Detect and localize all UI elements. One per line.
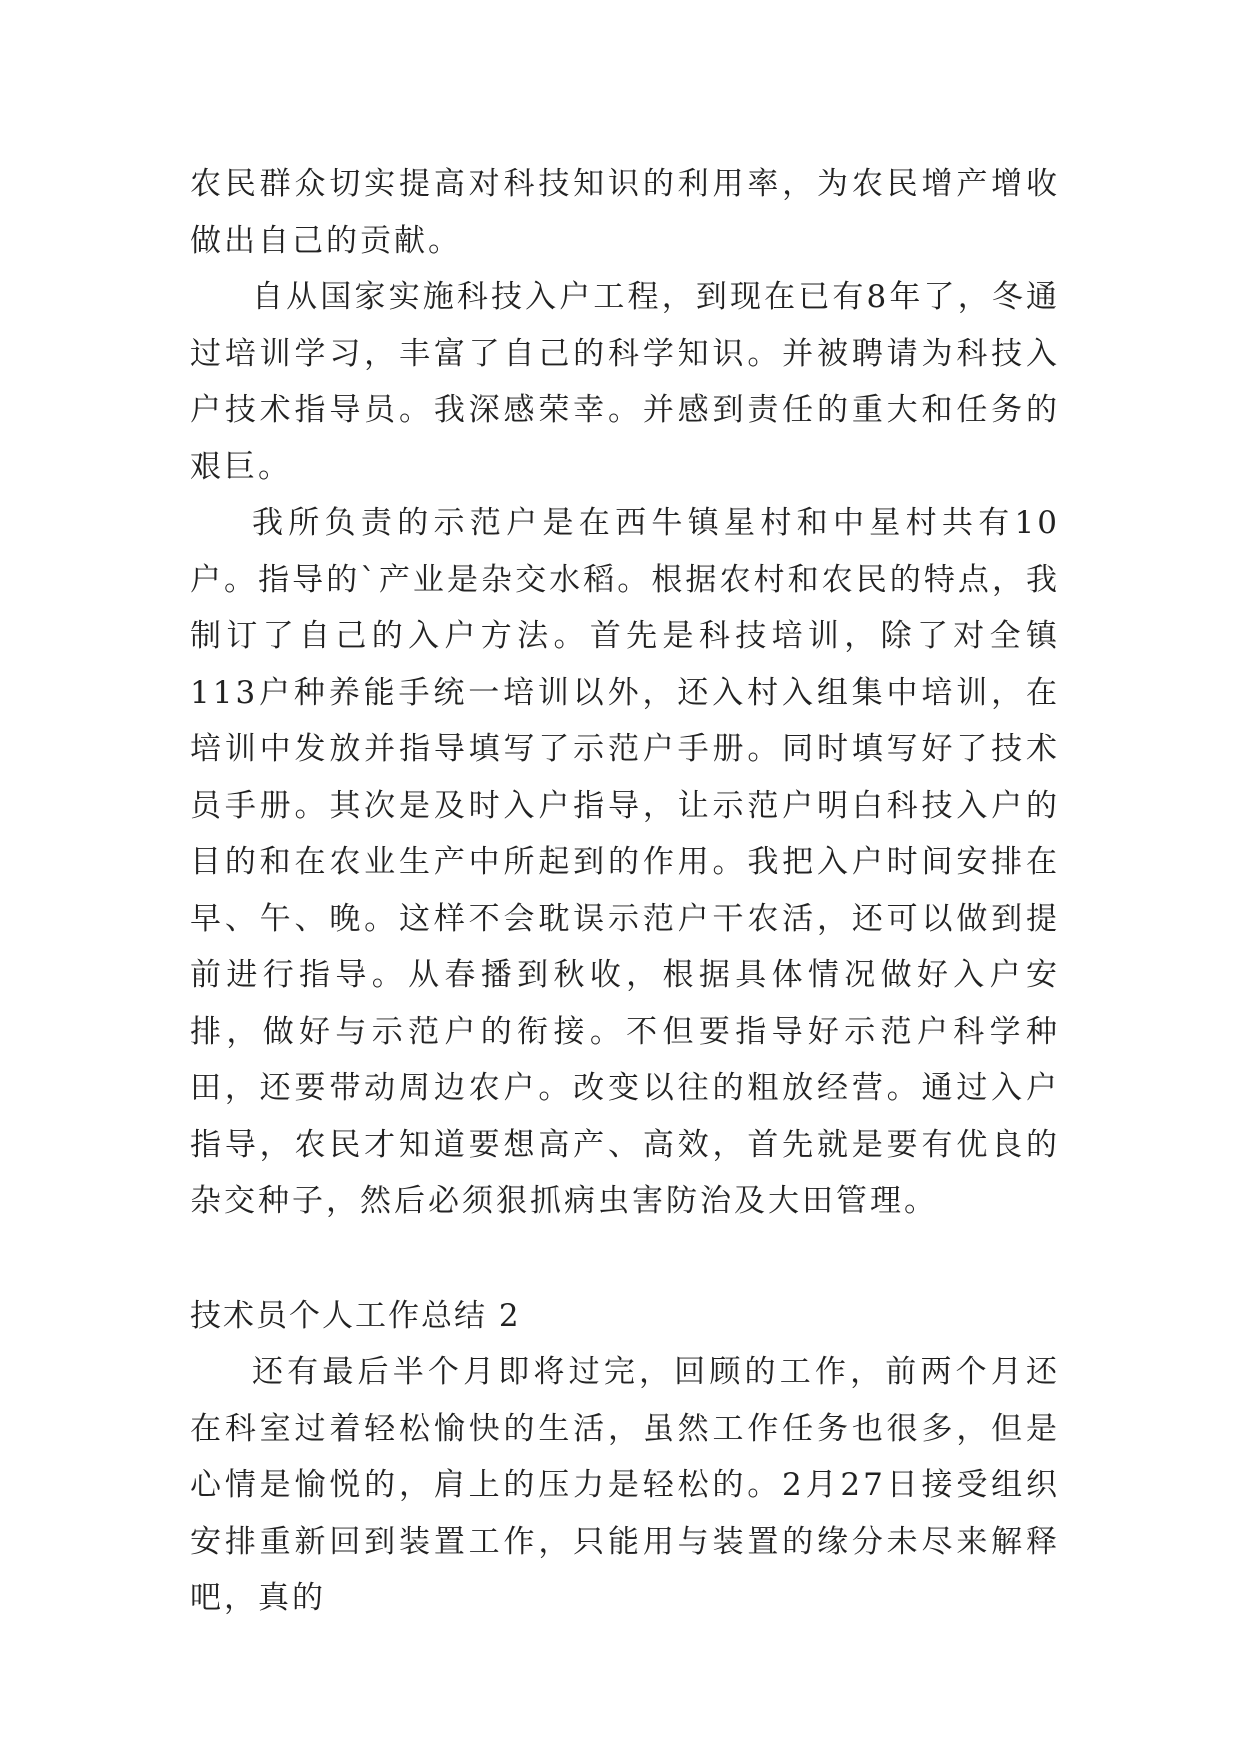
- paragraph-training: 自从国家实施科技入户工程，到现在已有8年了，冬通过培训学习，丰富了自己的科学知识。并被聘请为科技入户技术指导员。我深感荣幸。并感到责任的重大和任务的艰巨。: [190, 279, 1060, 485]
- paragraph-demonstration-households: 我所负责的示范户是在西牛镇星村和中星村共有10户。指导的`产业是杂交水稻。根据农村和农民的特点，我制订了自己的入户方法。首先是科技培训，除了对全镇113户种养能手统一培训以外，还入村入组集中培训，在培训中发放并指导填写了示范户手册。同时填写好了技术员手册。其次是及时入户指导，让示范户明白科技入户的目的和在农业生产中所起到的作用。我把入户时间安排在早、午、晚。这样不会耽误示范户干农活，还可以做到提前进行指导。从春播到秋收，根据具体情况做好入户安排，做好与示范户的衔接。不但要指导好示范户科学种田，还要带动周边农户。改变以往的粗放经营。通过入户指导，农民才知道要想高产、高效，首先就是要有优良的杂交种子，然后必须狠抓病虫害防治及大田管理。: [190, 505, 1060, 1219]
- paragraph-continuation: 农民群众切实提高对科技知识的利用率，为农民增产增收做出自己的贡献。: [190, 166, 1060, 259]
- document-body: [190, 156, 1060, 1627]
- section-title: 技术员个人工作总结 2: [190, 1297, 521, 1334]
- paragraph-summary-2: 还有最后半个月即将过完，回顾的工作，前两个月还在科室过着轻松愉快的生活，虽然工作任务也很多，但是心情是愉悦的，肩上的压力是轻松的。2月27日接受组织安排重新回到装置工作，只能用与装置的缘分未尽来解释吧，真的: [190, 1354, 1060, 1616]
